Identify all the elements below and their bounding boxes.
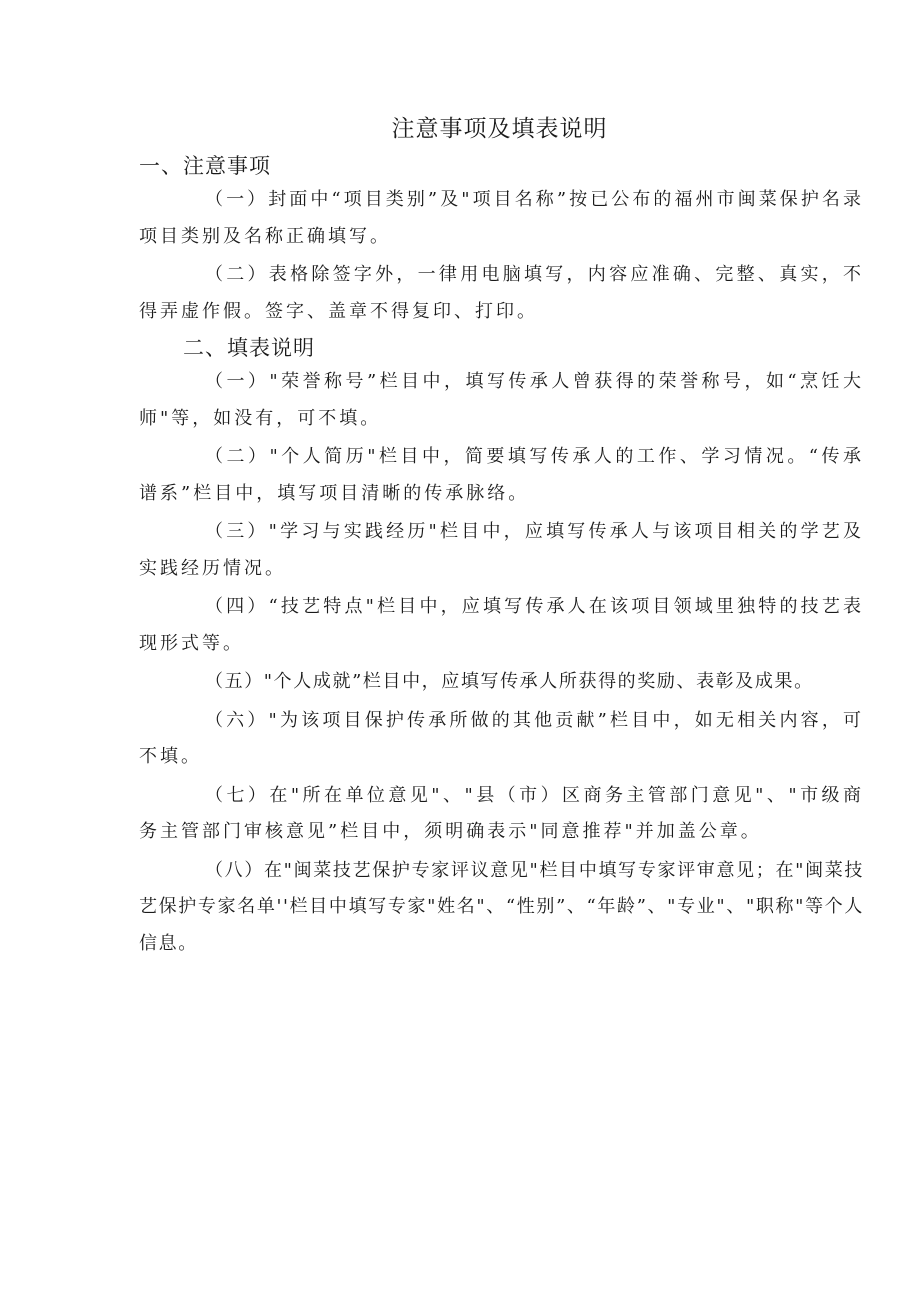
notes-paragraph: （一）封面中“项目类别”及"项目名称”按已公布的福州市闽菜保护名录项目类别及名称正确填写。 [139, 189, 864, 247]
instruction-paragraph: （七）在"所在单位意见"、"县（市）区商务主管部门意见"、"市级商务主管部门审核意见”栏目中，须明确表示"同意推荐"并加盖公章。 [139, 784, 864, 842]
instruction-paragraph: （八）在"闽菜技艺保护专家评议意见"栏目中填写专家评审意见；在"闽菜技艺保护专家名单''栏目中填写专家"姓名"、“性别”、“年龄”、"专业"、"职称"等个人信息。 [139, 859, 864, 954]
instruction-paragraph: （四）“技艺特点"栏目中，应填写传承人在该项目领域里独特的技艺表现形式等。 [139, 596, 864, 654]
instruction-paragraph: （二）"个人简历"栏目中，简要填写传承人的工作、学习情况。“传承谱系”栏目中，填写项目清晰的传承脉络。 [139, 446, 864, 504]
document-title: 注意事项及填表说明 [391, 116, 608, 142]
instruction-paragraph: （五）"个人成就”栏目中，应填写传承人所获得的奖励、表彰及成果。 [205, 671, 814, 692]
section-heading-instructions: 二、填表说明 [183, 336, 315, 360]
instruction-paragraph: （三）"学习与实践经历"栏目中，应填写传承人与该项目相关的学艺及实践经历情况。 [139, 521, 864, 579]
instruction-paragraph: （一）"荣誉称号”栏目中，填写传承人曾获得的荣誉称号，如“烹饪大师"等，如没有，可不填。 [139, 371, 864, 429]
section-heading-notes: 一、注意事项 [139, 154, 271, 178]
instruction-paragraph: （六）"为该项目保护传承所做的其他贡献”栏目中，如无相关内容，可不填。 [139, 709, 864, 767]
notes-paragraph: （二）表格除签字外，一律用电脑填写，内容应准确、完整、真实，不得弄虚作假。签字、盖章不得复印、打印。 [139, 264, 864, 322]
